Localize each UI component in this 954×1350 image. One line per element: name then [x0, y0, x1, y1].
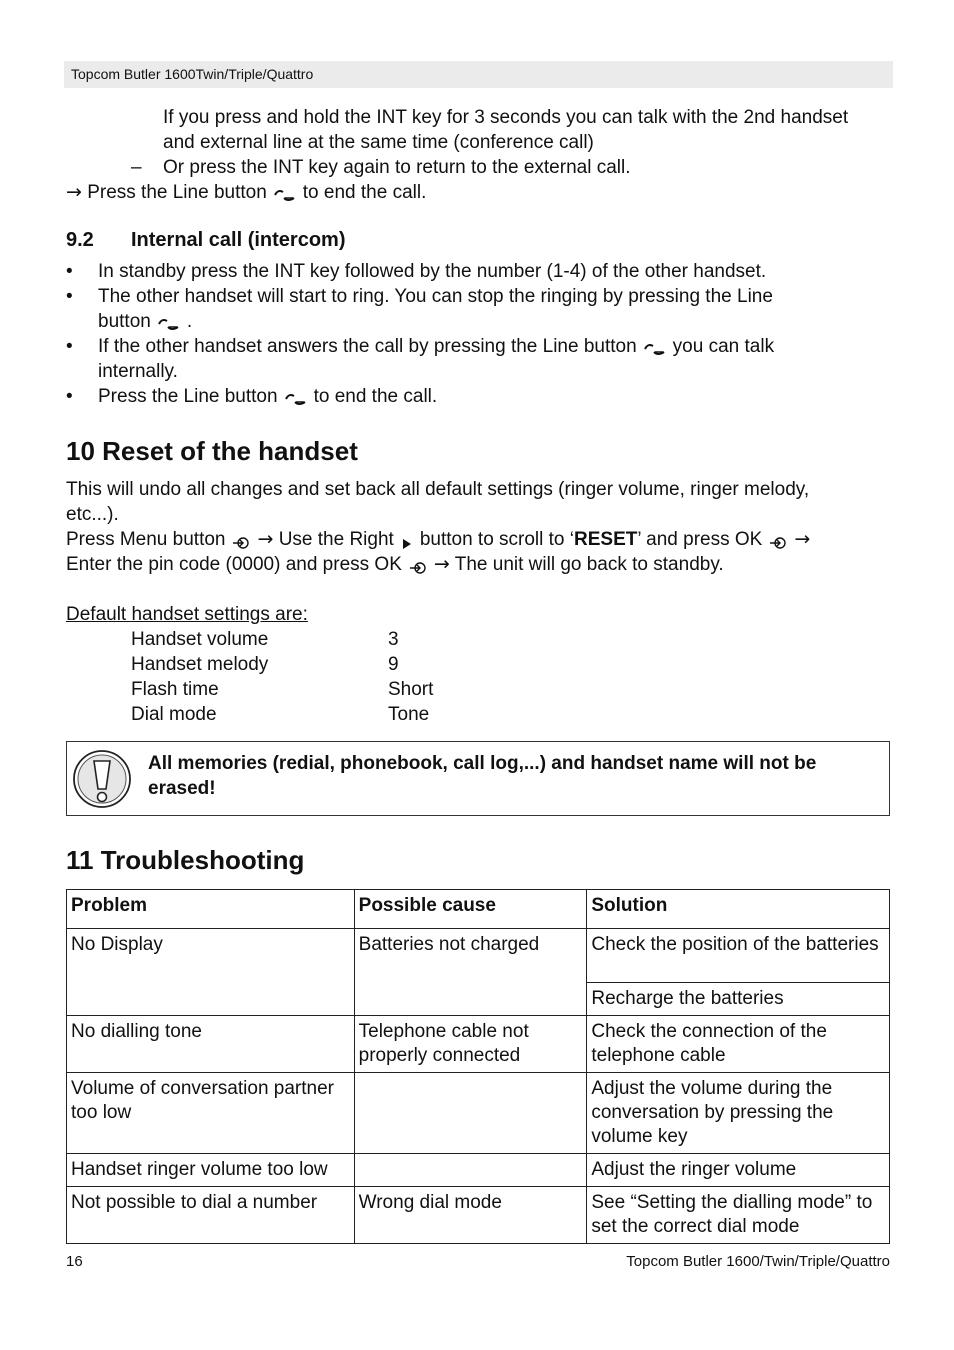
section-10-title: 10 Reset of the handset	[66, 436, 358, 466]
bullet-4-marker: •	[66, 386, 73, 407]
cell-cause: Telephone cable not properly connected	[354, 1016, 587, 1073]
bullet-4-text	[98, 384, 437, 409]
cell-solution: Recharge the batteries	[587, 983, 890, 1016]
default-label: Dial mode	[131, 704, 217, 725]
exclamation-icon	[72, 749, 132, 809]
p2-d: ’ and press OK	[637, 529, 763, 550]
p3-b: The unit will go back to standby.	[454, 554, 724, 575]
cell-solution: Adjust the volume during the conversation by pressing the volume key	[587, 1073, 890, 1154]
p2-b: Use the Right	[278, 529, 394, 550]
arrow-right-icon: →	[66, 181, 82, 203]
default-value: Tone	[388, 704, 430, 725]
section-9-2-title: Internal call (intercom)	[131, 229, 346, 251]
bullet-4-b: to end the call.	[313, 386, 438, 407]
arrow-right-icon: →	[433, 553, 450, 575]
p2-reset: RESET	[574, 529, 638, 550]
intro-line-1: If you press and hold the INT key for 3 seconds you can talk with the 2nd handset	[163, 107, 849, 128]
bullet-2-line-2-b: .	[186, 311, 193, 332]
running-footer-title: Topcom Butler 1600/Twin/Triple/Quattro	[626, 1253, 890, 1270]
bullet-3-line-1-a: If the other handset answers the call by pressing the Line button	[98, 336, 637, 357]
menu-ok-button-icon	[408, 557, 428, 573]
running-header-title: Topcom Butler 1600Twin/Triple/Quattro	[71, 66, 314, 82]
arrow-right-icon: →	[794, 528, 811, 550]
table-header-row	[67, 890, 890, 929]
page-number: 16	[66, 1253, 83, 1270]
line-button-icon	[156, 314, 182, 330]
table-row	[67, 1154, 890, 1187]
default-label: Handset melody	[131, 654, 269, 675]
cell-problem: Not possible to dial a number	[67, 1187, 355, 1244]
default-label: Flash time	[131, 679, 219, 700]
bullet-3-marker: •	[66, 336, 73, 357]
section-10-p1-line-2: etc...).	[66, 504, 119, 525]
arrow-right-icon: →	[257, 528, 274, 550]
default-value: 9	[388, 654, 399, 675]
cell-problem: Handset ringer volume too low	[67, 1154, 355, 1187]
cell-solution: See “Setting the dialling mode” to set the correct dial mode	[587, 1187, 890, 1244]
menu-ok-button-icon	[768, 532, 788, 548]
bullet-2-marker: •	[66, 286, 73, 307]
p2-c: button to scroll to ‘	[419, 529, 575, 550]
cell-problem: No dialling tone	[67, 1016, 355, 1073]
default-value: 3	[388, 629, 399, 650]
default-value: Short	[388, 679, 434, 700]
bullet-2-line-2-a: button	[98, 311, 151, 332]
column-header-cause: Possible cause	[354, 890, 587, 929]
bullet-3-line-1-b: you can talk	[672, 336, 775, 357]
section-10-p3	[66, 552, 724, 577]
cell-solution: Check the connection of the telephone cable	[587, 1016, 890, 1073]
cell-solution: Check the position of the batteries	[587, 929, 890, 983]
section-11-title: 11 Troubleshooting	[66, 845, 305, 875]
intro-line-2: and external line at the same time (conference call)	[163, 132, 594, 153]
bullet-4-a: Press the Line button	[98, 386, 278, 407]
p3-a: Enter the pin code (0000) and press OK	[66, 554, 402, 575]
cell-cause: Wrong dial mode	[354, 1187, 587, 1244]
section-9-2-number: 9.2	[66, 229, 94, 251]
cell-solution: Adjust the ringer volume	[587, 1154, 890, 1187]
p2-a: Press Menu button	[66, 529, 226, 550]
intro-line-4-b: to end the call.	[302, 182, 427, 203]
column-header-solution: Solution	[587, 890, 890, 929]
warning-note-line-1: All memories (redial, phonebook, call log,...) and handset name will not be	[148, 753, 817, 774]
bullet-1-marker: •	[66, 261, 73, 282]
table-row	[67, 1187, 890, 1244]
default-label: Handset volume	[131, 629, 269, 650]
column-header-problem: Problem	[67, 890, 355, 929]
section-10-p1-line-1: This will undo all changes and set back all default settings (ringer volume, ringer melody,	[66, 479, 810, 500]
line-button-icon	[642, 339, 668, 355]
cell-problem: No Display	[67, 929, 355, 1016]
intro-line-4	[66, 180, 426, 205]
cell-cause	[354, 1073, 587, 1154]
bullet-1-text: In standby press the INT key followed by the number (1-4) of the other handset.	[98, 261, 767, 282]
table-row	[67, 929, 890, 983]
troubleshooting-table	[66, 889, 890, 1244]
table-row	[67, 1073, 890, 1154]
bullet-2-line-1: The other handset will start to ring. You can stop the ringing by pressing the Line	[98, 286, 773, 307]
cell-cause: Batteries not charged	[354, 929, 587, 1016]
cell-problem: Volume of conversation partner too low	[67, 1073, 355, 1154]
right-triangle-icon	[400, 533, 414, 547]
warning-note-line-2: erased!	[148, 778, 216, 799]
menu-ok-button-icon	[231, 532, 251, 548]
defaults-heading: Default handset settings are:	[66, 604, 308, 625]
section-10-p2	[66, 527, 810, 552]
line-button-icon	[283, 389, 309, 405]
cell-cause	[354, 1154, 587, 1187]
table-row	[67, 1016, 890, 1073]
bullet-3-line-1	[98, 334, 774, 359]
line-button-icon	[272, 185, 298, 201]
bullet-2-line-2	[98, 309, 192, 334]
bullet-3-line-2: internally.	[98, 361, 178, 382]
intro-line-3: Or press the INT key again to return to the external call.	[163, 157, 631, 178]
intro-dash: –	[131, 157, 142, 178]
intro-line-4-a: Press the Line button	[87, 182, 267, 203]
